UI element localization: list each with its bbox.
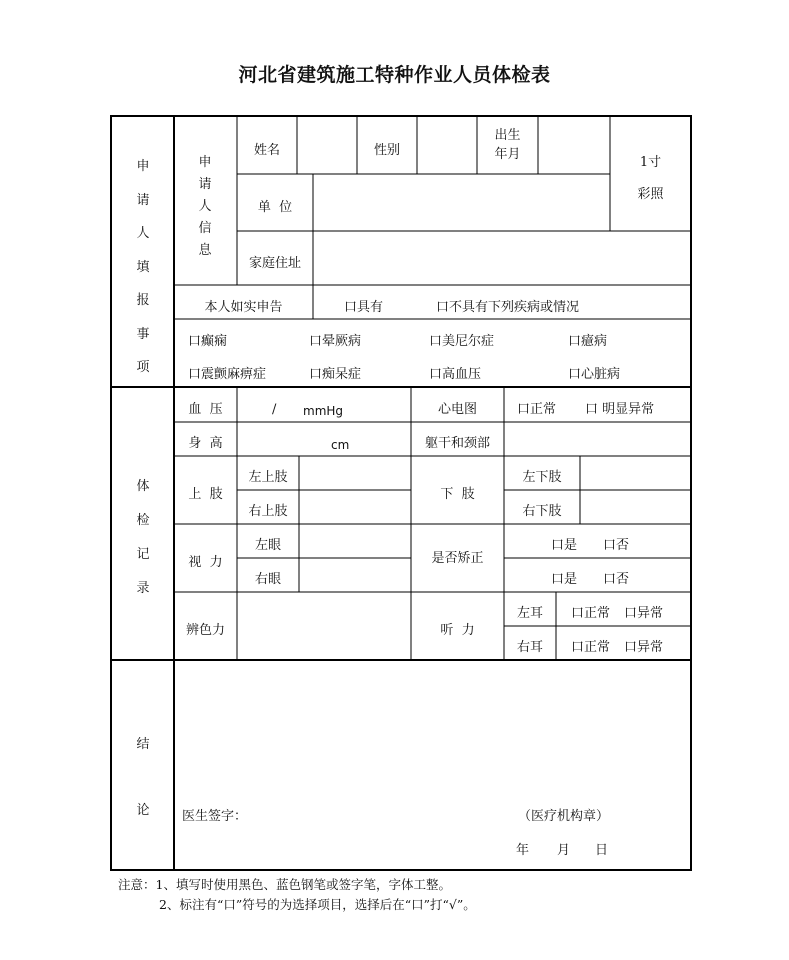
condition-syncope[interactable]: 口晕厥病 (309, 334, 362, 349)
condition-meniere[interactable]: 口美尼尔症 (429, 334, 495, 349)
ecg-option-abnormal[interactable]: 口 明显异常 (585, 402, 655, 417)
declaration-option-have[interactable]: 口具有 (344, 300, 384, 315)
birth-field[interactable] (539, 117, 609, 173)
hearing-left-ear-label: 左耳 (516, 606, 543, 621)
vision-right-eye-label: 右眼 (254, 572, 281, 587)
photo-label-size: 1寸 (639, 155, 662, 170)
section-char: 事 (136, 326, 150, 342)
condition-hypertension[interactable]: 口高血压 (429, 367, 482, 382)
corrected-left-no[interactable]: 口否 (603, 538, 630, 553)
gender-label: 性别 (373, 143, 400, 158)
ecg-label: 心电图 (437, 402, 477, 417)
declaration-option-not[interactable]: 口不具有下列疾病或情况 (436, 300, 580, 315)
section-char: 人 (136, 226, 150, 241)
section-label-exam (133, 470, 153, 606)
note-line-2: 2、标注有“口”符号的为选择项目，选择后在“口”打“√”。 (159, 897, 476, 912)
condition-heart-disease[interactable]: 口心脏病 (568, 367, 621, 382)
form-title: 河北省建筑施工特种作业人员体检表 (238, 64, 551, 86)
note-line-1: 注意：1、填写时使用黑色、蓝色钢笔或签字笔，字体工整。 (118, 877, 451, 892)
section-char: 记 (136, 547, 150, 562)
section-char: 请 (136, 192, 150, 208)
conclusion-field[interactable] (175, 661, 690, 801)
hearing-right-ear-label: 右耳 (516, 640, 543, 655)
trunk-neck-field[interactable] (505, 423, 690, 455)
condition-dementia[interactable]: 口痴呆症 (309, 367, 362, 382)
lower-limb-right-label: 右下肢 (522, 504, 562, 519)
unit-label: 单 位 (257, 200, 293, 215)
corrected-right-yes[interactable]: 口是 (551, 572, 578, 587)
hearing-left-abnormal[interactable]: 口异常 (624, 606, 664, 621)
hearing-label: 听 力 (440, 623, 475, 638)
bp-unit: mmHg (303, 404, 344, 418)
condition-hysteria[interactable]: 口癔病 (568, 334, 608, 349)
gender-field[interactable] (418, 117, 476, 173)
corrected-label: 是否矫正 (431, 551, 484, 566)
section-char: 信 (198, 221, 212, 236)
ecg-option-normal[interactable]: 口正常 (517, 402, 557, 417)
lower-limb-label: 下 肢 (440, 487, 475, 502)
section-char: 申 (198, 155, 212, 170)
upper-limb-left-label: 左上肢 (248, 470, 288, 485)
lower-limb-left-label: 左下肢 (522, 470, 562, 485)
declaration-label: 本人如实申告 (204, 300, 283, 315)
bp-slash: / (272, 402, 277, 417)
birth-label-line2: 年月 (494, 147, 521, 162)
address-field[interactable] (314, 232, 690, 284)
birth-label-line1: 出生 (494, 128, 521, 143)
section-char: 录 (136, 581, 150, 596)
section-char: 论 (136, 803, 150, 818)
section-label-info (195, 152, 215, 262)
condition-epilepsy[interactable]: 口癫痫 (188, 334, 228, 349)
trunk-neck-label: 躯干和颈部 (424, 436, 490, 451)
date-month-label: 月 (557, 843, 571, 858)
section-char: 息 (198, 243, 212, 258)
doctor-signature-label: 医生签字： (182, 809, 248, 824)
institution-stamp-label: （医疗机构章） (518, 809, 610, 824)
condition-parkinson[interactable]: 口震颤麻痹症 (188, 367, 267, 382)
height-unit: cm (331, 438, 350, 452)
section-char: 报 (136, 293, 150, 308)
hearing-right-normal[interactable]: 口正常 (571, 640, 611, 655)
bp-label: 血 压 (188, 402, 223, 417)
photo-label-color: 彩照 (637, 187, 664, 202)
hearing-left-normal[interactable]: 口正常 (571, 606, 611, 621)
height-label: 身 高 (188, 436, 223, 451)
section-char: 申 (136, 159, 150, 174)
address-label: 家庭住址 (248, 256, 301, 271)
name-label: 姓名 (253, 143, 280, 158)
corrected-right-no[interactable]: 口否 (603, 572, 630, 587)
section-char: 填 (136, 259, 150, 275)
section-label-applicant (133, 150, 153, 385)
unit-field[interactable] (314, 175, 609, 230)
section-char: 人 (198, 199, 212, 214)
section-char: 结 (136, 737, 150, 752)
section-label-conclusion (133, 712, 153, 844)
name-field[interactable] (298, 117, 356, 173)
upper-limb-right-label: 右上肢 (248, 504, 288, 519)
vision-left-eye-label: 左眼 (254, 538, 281, 553)
color-vision-label: 辨色力 (185, 623, 225, 638)
section-char: 请 (198, 177, 212, 192)
section-char: 检 (136, 513, 150, 528)
hearing-right-abnormal[interactable]: 口异常 (624, 640, 664, 655)
vision-label: 视 力 (188, 555, 223, 570)
upper-limb-label: 上 肢 (188, 487, 223, 502)
section-char: 项 (136, 360, 150, 375)
date-day-label: 日 (595, 843, 609, 858)
corrected-left-yes[interactable]: 口是 (551, 538, 578, 553)
date-year-label: 年 (516, 843, 530, 858)
section-char: 体 (136, 479, 150, 494)
color-vision-field[interactable] (238, 593, 410, 659)
